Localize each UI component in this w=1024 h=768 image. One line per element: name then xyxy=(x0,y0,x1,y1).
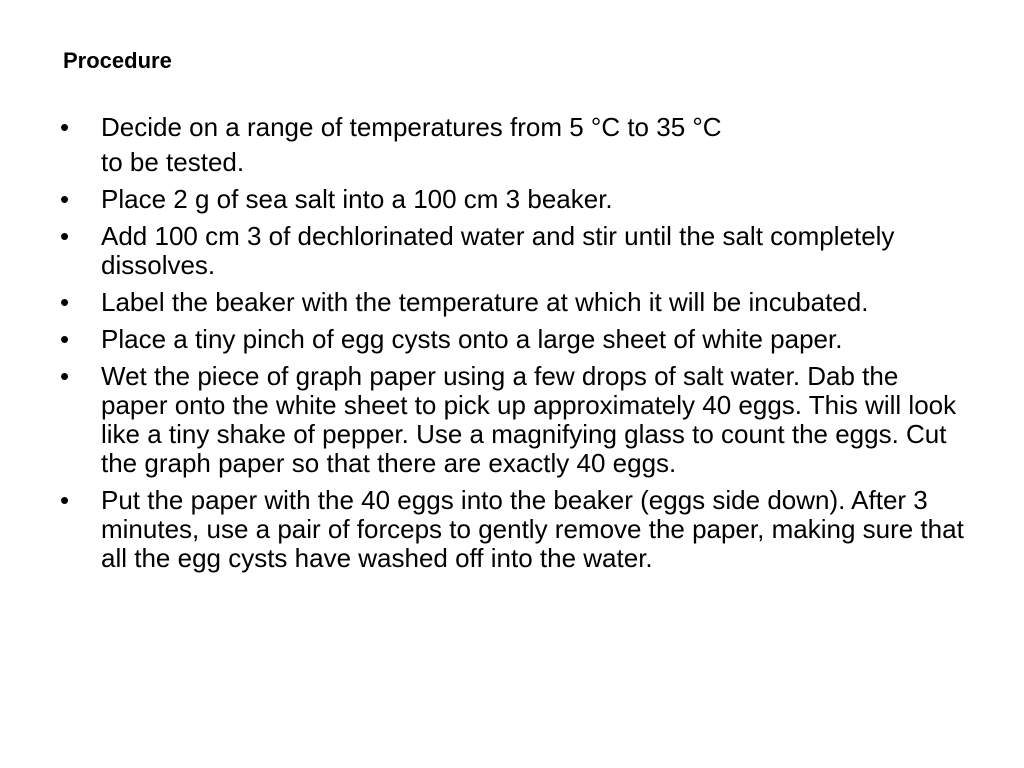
list-item-text: Decide on a range of temperatures from 5 °C to 35 °C xyxy=(101,112,722,142)
list-item xyxy=(60,288,970,317)
bullet-icon: • xyxy=(60,324,70,354)
list-item xyxy=(60,362,970,478)
list-item xyxy=(60,113,970,177)
bullet-icon: • xyxy=(60,361,70,391)
bullet-icon: • xyxy=(60,485,70,515)
bullet-icon: • xyxy=(60,184,70,214)
list-item-text: Wet the piece of graph paper using a few drops of salt water. Dab the paper onto the white sheet to pick up approximately 40 eggs. This will look like a tiny shake of pepper. Use a magnifying glass to count the eggs. Cut the graph paper so that there are exactly 40 eggs. xyxy=(101,361,957,478)
list-item-text: Place a tiny pinch of egg cysts onto a large sheet of white paper. xyxy=(101,324,843,354)
list-item xyxy=(60,486,970,573)
procedure-list xyxy=(60,113,970,581)
list-item-text: Place 2 g of sea salt into a 100 cm 3 beaker. xyxy=(101,184,613,214)
list-item-text: Add 100 cm 3 of dechlorinated water and stir until the salt completely dissolves. xyxy=(101,221,895,280)
slide-title: Procedure xyxy=(63,48,172,73)
list-item xyxy=(60,325,970,354)
list-item-text: Put the paper with the 40 eggs into the beaker (eggs side down). After 3 minutes, use a pair of forceps to gently remove the paper, making sure that all the egg cysts have washed off into the water. xyxy=(101,485,964,573)
bullet-icon: • xyxy=(60,221,70,251)
bullet-icon: • xyxy=(60,112,70,142)
list-item xyxy=(60,222,970,280)
bullet-icon: • xyxy=(60,287,70,317)
list-item-continuation: to be tested. xyxy=(101,147,245,177)
list-item-text: Label the beaker with the temperature at which it will be incubated. xyxy=(101,287,869,317)
list-item xyxy=(60,185,970,214)
